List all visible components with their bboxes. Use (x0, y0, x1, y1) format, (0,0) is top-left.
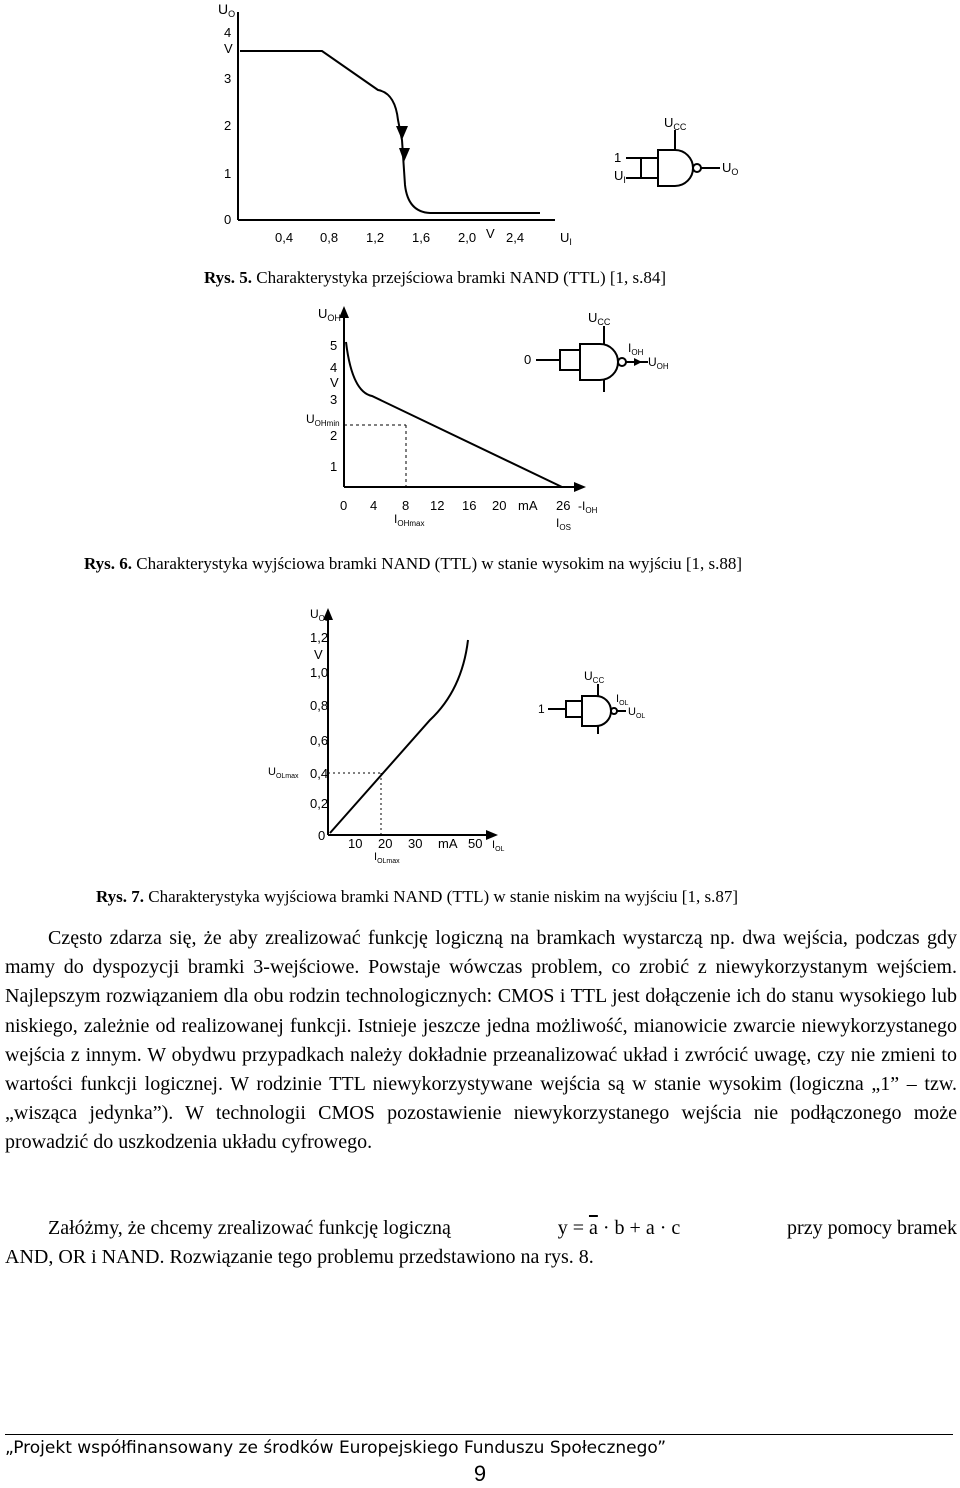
fig6-x-tick: 12 (430, 498, 445, 513)
fig5-x-tick: 0,8 (320, 230, 339, 245)
fig6-x-axis-end: $-I_{OH}$ (578, 499, 598, 515)
fig7-y-tick: 0,8 (310, 698, 329, 713)
fig6-x-tick: 4 (370, 498, 378, 513)
fig6-caption: Rys. 6. Charakterystyka wyjściowa bramki NAND (TTL) w stanie wysokim na wyjściu [1, s.88] (84, 554, 743, 573)
fig6-y-tick: 3 (330, 392, 338, 407)
page-number: 9 (473, 1461, 487, 1486)
svg-text:IOL: $I_{OL}$ (616, 693, 629, 707)
fig5-gate-output: $U_O$ (722, 160, 739, 177)
fig7-x-unit: mA (438, 836, 458, 851)
footer-rule (5, 1434, 953, 1435)
fig7-y-axis-symbol: $U_{OL}$ (310, 607, 330, 623)
fig7-y-tick: 0,2 (310, 796, 329, 811)
fig6-y-marker: $U_{OHmin}$ (306, 412, 340, 428)
fig6-x-tick: 0 (340, 498, 348, 513)
fig7-output-curve (330, 640, 468, 833)
fig5-y-tick: 2 (224, 118, 232, 133)
fig7-y-tick: 1,0 (310, 665, 329, 680)
footer-text: „Projekt współfinansowany ze środków Europejskiego Funduszu Społecznego” (5, 1438, 667, 1458)
fig6-y-tick: 4 (330, 360, 338, 375)
fig7-y-unit: V (314, 647, 323, 662)
fig6-y-tick: 1 (330, 459, 338, 474)
fig5-curve-arrow (396, 126, 408, 140)
fig5-x-tick: 1,2 (366, 230, 385, 245)
fig6-x-tick: 26 (556, 498, 571, 513)
fig5-x-tick: 0,4 (275, 230, 294, 245)
fig5-y-tick: 4 (224, 25, 232, 40)
svg-text:UOH: $U_{OH}$ (648, 355, 669, 371)
fig6-y-tick: 2 (330, 428, 338, 443)
svg-text:0: 0 (524, 352, 532, 367)
fig5-y-axis-symbol: $U_O$ (218, 1, 236, 19)
fig6-x-tick: 20 (492, 498, 507, 513)
paragraph-function (5, 1214, 957, 1272)
body-text (5, 924, 957, 1158)
fig5-x-unit: V (486, 226, 495, 241)
fig6-x-extra: $I_{OS}$ (556, 516, 571, 532)
fig7-y-marker: $U_{OLmax}$ (268, 766, 299, 780)
fig7-x-tick: 20 (378, 836, 393, 851)
fig7-y-tick: 0,4 (310, 766, 329, 781)
fig6-y-axis-symbol: $U_{OH}$ (318, 306, 341, 323)
fig7-x-tick: 30 (408, 836, 423, 851)
paragraph2-start: Załóżmy, że chcemy zrealizować funkcję logiczną (48, 1217, 451, 1239)
fig5-y-tick: 0 (224, 212, 232, 227)
paragraph2-line2: AND, OR i NAND. Rozwiązanie tego problemu przedstawiono na rys. 8. (5, 1246, 594, 1269)
fig5-x-axis-symbol: $U_I$ (560, 230, 572, 247)
fig5-x-tick: 2,0 (458, 230, 477, 245)
fig7-nand-gate (538, 669, 645, 734)
fig7-y-tick: 0 (318, 828, 326, 843)
fig5-gate-input1: 1 (614, 150, 622, 165)
fig5-caption: Rys. 5. Charakterystyka przejściowa bramki NAND (TTL) [1, s.84] (204, 268, 667, 287)
svg-text:1: 1 (538, 702, 545, 716)
fig7-y-tick: 0,6 (310, 733, 329, 748)
fig5-y-tick: 1 (224, 166, 232, 181)
figure6-output-high-characteristic (0, 300, 960, 540)
figure5-transfer-characteristic (0, 0, 960, 300)
fig5-gate-input2: $U_I$ (614, 168, 626, 185)
fig7-x-marker: $I_{OLmax}$ (374, 851, 400, 865)
fig7-x-tick: 50 (468, 836, 483, 851)
svg-text:UOL: $U_{OL}$ (628, 706, 646, 720)
svg-text:UCC: $U_{CC}$ (584, 669, 605, 685)
fig5-y-tick: 3 (224, 71, 232, 86)
fig6-x-tick: 16 (462, 498, 477, 513)
fig7-y-tick: 1,2 (310, 630, 329, 645)
svg-text:UCC: $U_{CC}$ (588, 310, 611, 327)
fig5-nand-gate (614, 115, 738, 186)
paragraph2-end: przy pomocy bramek (787, 1217, 957, 1239)
fig6-x-marker: $I_{OHmax}$ (394, 512, 425, 528)
fig5-gate-supply: $U_{CC}$ (664, 115, 687, 132)
formula: $y = \overline{a} \cdot b + a \cdot c$ (557, 1217, 681, 1239)
fig6-y-tick: 5 (330, 338, 338, 353)
fig7-caption: Rys. 7. Charakterystyka wyjściowa bramki NAND (TTL) w stanie niskim na wyjściu [1, s.87] (96, 887, 738, 906)
fig6-x-tick: 8 (402, 498, 410, 513)
fig6-y-unit: V (330, 375, 339, 390)
fig6-x-unit: mA (518, 498, 538, 513)
paragraph-unused-inputs: Często zdarza się, że aby zrealizować funkcję logiczną na bramkach wystarczą np. dwa wejścia, podczas gdy mamy do dyspozycji bramki 3-wejściowe. Powstaje wówczas problem, co zrobić z niewykorzystanym wejściem. Najlepszym rozwiązaniem dla obu rodzin technologicznych: CMOS i TTL jest dołączenie ich do stanu wysokiego lub niskiego, zależnie od realizowanej funkcji. Istnieje jeszcze jedna możliwość, mianowicie zwarcie niewykorzystanego wejścia z innym. W obydwu przypadkach należy dokładnie przeanalizować układ i zwrócić uwagę, czy nie zmieni to wartości funkcji logicznej. W rodzinie TTL niewykorzystywane wejścia są w stanie wysokim (logiczna „1” – tzw. „wisząca jedynka”). W technologii CMOS pozostawienie niewykorzystanego wejścia nie podłączonego może prowadzić do uszkodzenia układu cyfrowego. (5, 927, 957, 1154)
fig7-x-tick: 10 (348, 836, 363, 851)
fig5-x-tick: 1,6 (412, 230, 431, 245)
fig5-curve-arrow (399, 148, 410, 162)
fig5-transfer-curve (240, 51, 540, 213)
fig7-x-axis-end: $I_{OL}$ (492, 839, 505, 853)
fig6-nand-gate (524, 310, 669, 392)
figure7-output-low-characteristic (0, 590, 960, 880)
fig5-x-tick: 2,4 (506, 230, 525, 245)
fig5-y-unit: V (224, 41, 233, 56)
svg-text:IOH: $I_{OH}$ (628, 341, 644, 357)
